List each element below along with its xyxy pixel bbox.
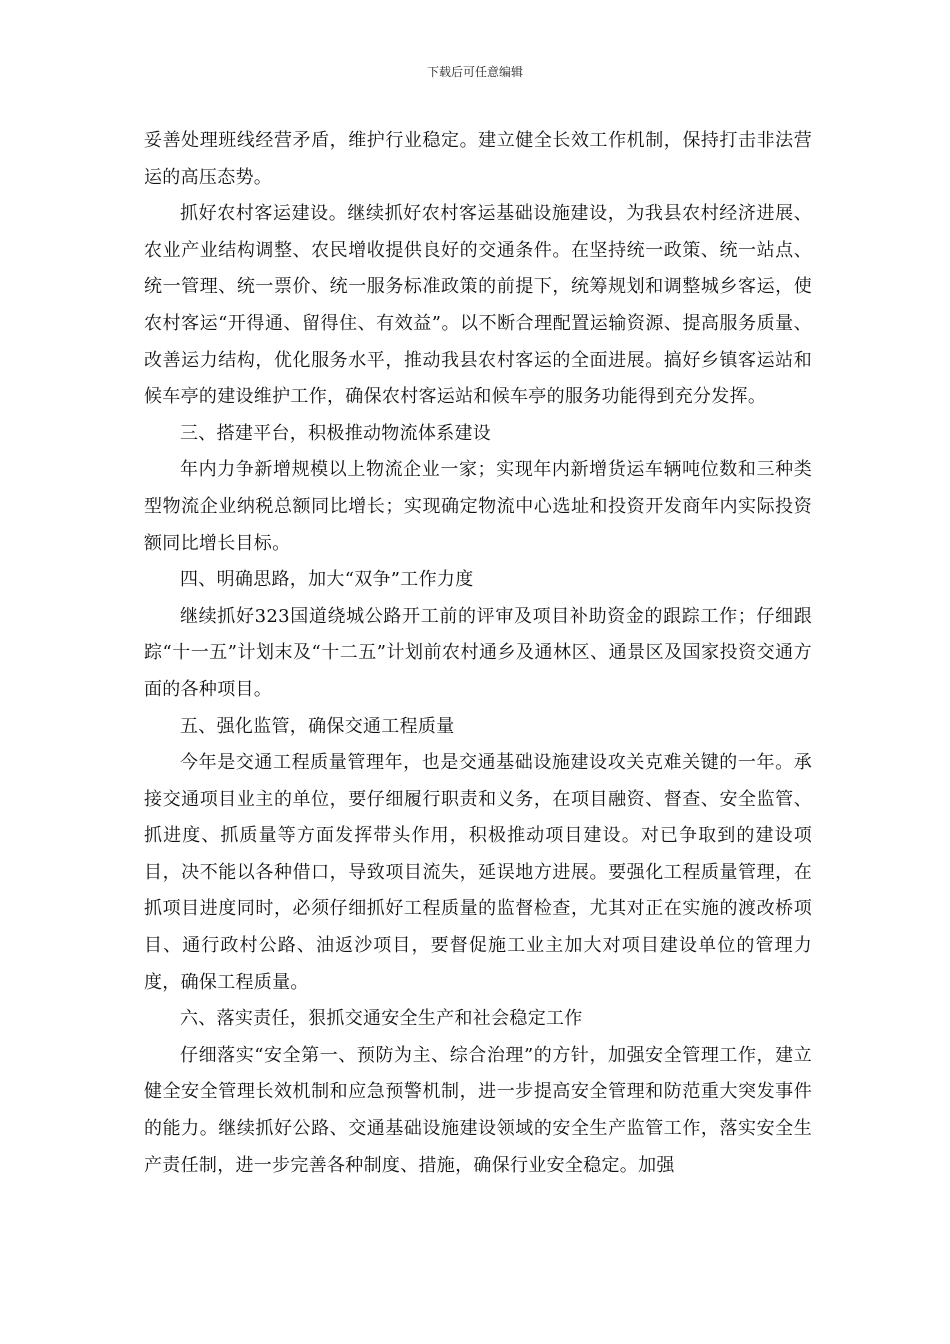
section-heading-4: 四、明确思路，加大“双争”工作力度 — [180, 569, 474, 591]
document-body — [144, 123, 812, 1184]
paragraph-rural-transport: 抓好农村客运建设。继续抓好农村客运基础设施建设，为我县农村经济进展、农业产业结构调整、农民增收提供良好的交通条件。在坚持统一政策、统一站点、统一管理、统一票价、统一服务标准政策的前提下，统筹规划和调整城乡客运，使农村客运“开得通、留得住、有效益”。以不断合理配置运输资源、提高服务质量、改善运力结构，优化服务水平，推动我县农村客运的全面进展。搞好乡镇客运站和候车亭的建设维护工作，确保农村客运站和候车亭的服务功能得到充分发挥。 — [144, 203, 812, 408]
page-header: 下载后可任意编辑 — [426, 65, 523, 79]
paragraph-logistics: 年内力争新增规模以上物流企业一家；实现年内新增货运车辆吨位数和三种类型物流企业纳税总额同比增长；实现确定物流中心选址和投资开发商年内实际投资额同比增长目标。 — [144, 459, 812, 554]
section-heading-5: 五、强化监管，确保交通工程质量 — [180, 715, 455, 737]
section-heading-3: 三、搭建平台，积极推动物流体系建设 — [180, 422, 492, 444]
paragraph-projects: 继续抓好323国道绕城公路开工前的评审及项目补助资金的跟踪工作；仔细跟踪“十一五”计划末及“十二五”计划前农村通乡及通林区、通景区及国家投资交通方面的各种项目。 — [144, 605, 812, 700]
paragraph-safety: 仔细落实“安全第一、预防为主、综合治理”的方针，加强安全管理工作，建立健全安全管理长效机制和应急预警机制，进一步提高安全管理和防范重大突发事件的能力。继续抓好公路、交通基础设施建设领域的安全生产监管工作，落实安全生产责任制，进一步完善各种制度、措施，确保行业安全稳定。加强 — [144, 1044, 812, 1176]
paragraph-continuation: 妥善处理班线经营矛盾，维护行业稳定。建立健全长效工作机制，保持打击非法营运的高压态势。 — [144, 130, 812, 188]
paragraph-quality: 今年是交通工程质量管理年，也是交通基础设施建设攻关克难关键的一年。承接交通项目业主的单位，要仔细履行职责和义务，在项目融资、督查、安全监管、抓进度、抓质量等方面发挥带头作用，积极推动项目建设。对已争取到的建设项目，决不能以各种借口，导致项目流失，延误地方进展。要强化工程质量管理，在抓项目进度同时，必须仔细抓好工程质量的监督检查，尤其对正在实施的渡改桥项目、通行政村公路、油返沙项目，要督促施工业主加大对项目建设单位的管理力度，确保工程质量。 — [144, 752, 812, 993]
section-heading-6: 六、落实责任，狠抓交通安全生产和社会稳定工作 — [180, 1008, 583, 1030]
